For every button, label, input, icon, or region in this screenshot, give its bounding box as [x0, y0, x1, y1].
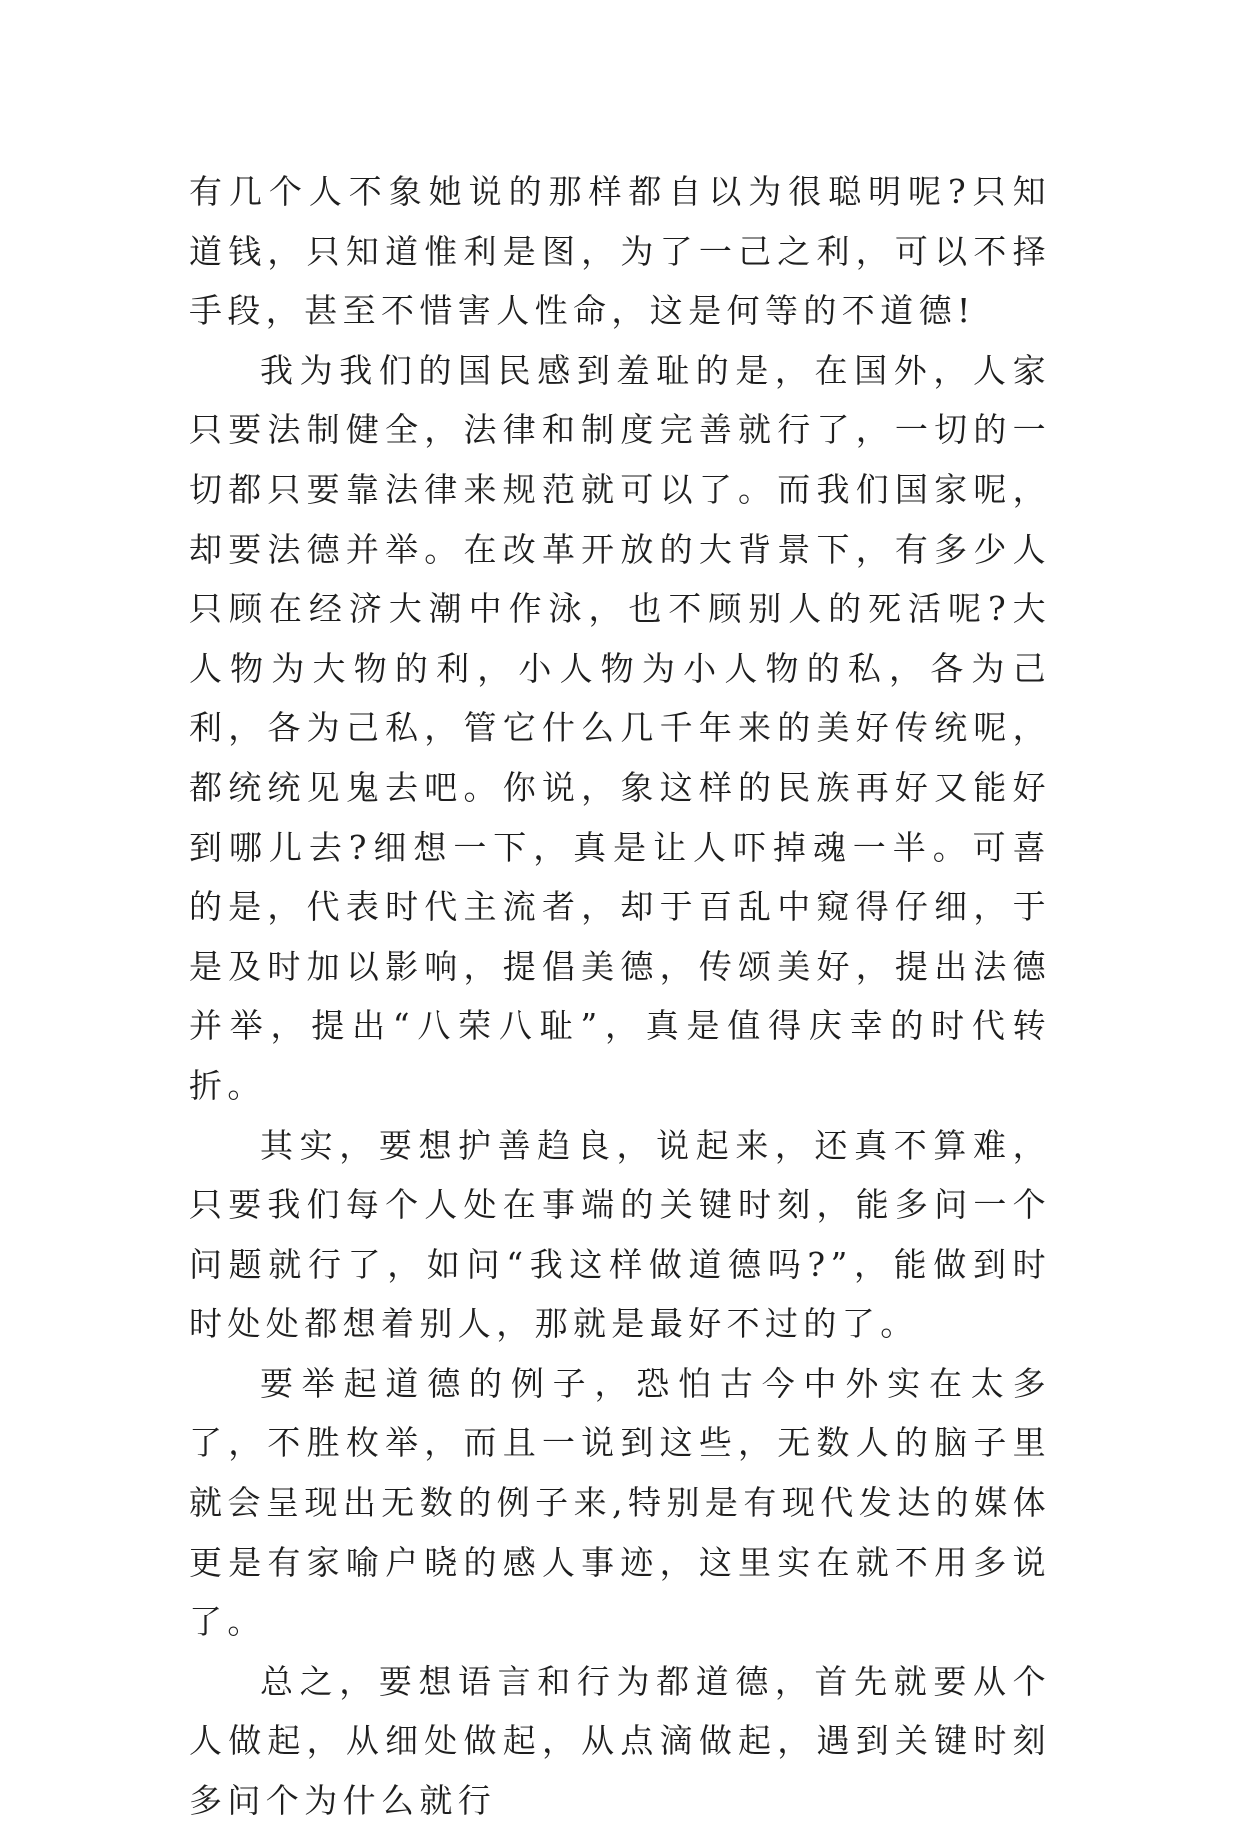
paragraph-4: 要举起道德的例子，恐怕古今中外实在太多了，不胜枚举，而且一说到这些，无数人的脑子里就会呈现出无数的例子来,特别是有现代发达的媒体更是有家喻户晓的感人事迹，这里实在就不用多说了。 [189, 1363, 1051, 1642]
paragraph-2: 我为我们的国民感到羞耻的是，在国外，人家只要法制健全，法律和制度完善就行了，一切的一切都只要靠法律来规范就可以了。而我们国家呢，却要法德并举。在改革开放的大背景下，有多少人只顾在经济大潮中作泳，也不顾别人的死活呢?大人物为大物的利，小人物为小人物的私，各为己利，各为己私，管它什么几千年来的美好传统呢，都统统见鬼去吧。你说，象这样的民族再好又能好到哪儿去?细想一下，真是让人吓掉魂一半。可喜的是，代表时代主流者，却于百乱中窥得仔细，于是及时加以影响，提倡美德，传颂美好，提出法德并举，提出“八荣八耻”，真是值得庆幸的时代转折。 [189, 350, 1051, 1105]
paragraph-3: 其实，要想护善趋良，说起来，还真不算难，只要我们每个人处在事端的关键时刻，能多问一个问题就行了，如问“我这样做道德吗?”，能做到时时处处都想着别人，那就是最好不过的了。 [189, 1125, 1051, 1344]
paragraph-1: 有几个人不象她说的那样都自以为很聪明呢?只知道钱，只知道惟利是图，为了一己之利，可以不择手段，甚至不惜害人性命，这是何等的不道德! [189, 172, 1051, 331]
document-body [189, 162, 1051, 1831]
paragraph-5: 总之，要想语言和行为都道德，首先就要从个人做起，从细处做起，从点滴做起，遇到关键时刻多问个为什么就行 [189, 1661, 1051, 1821]
